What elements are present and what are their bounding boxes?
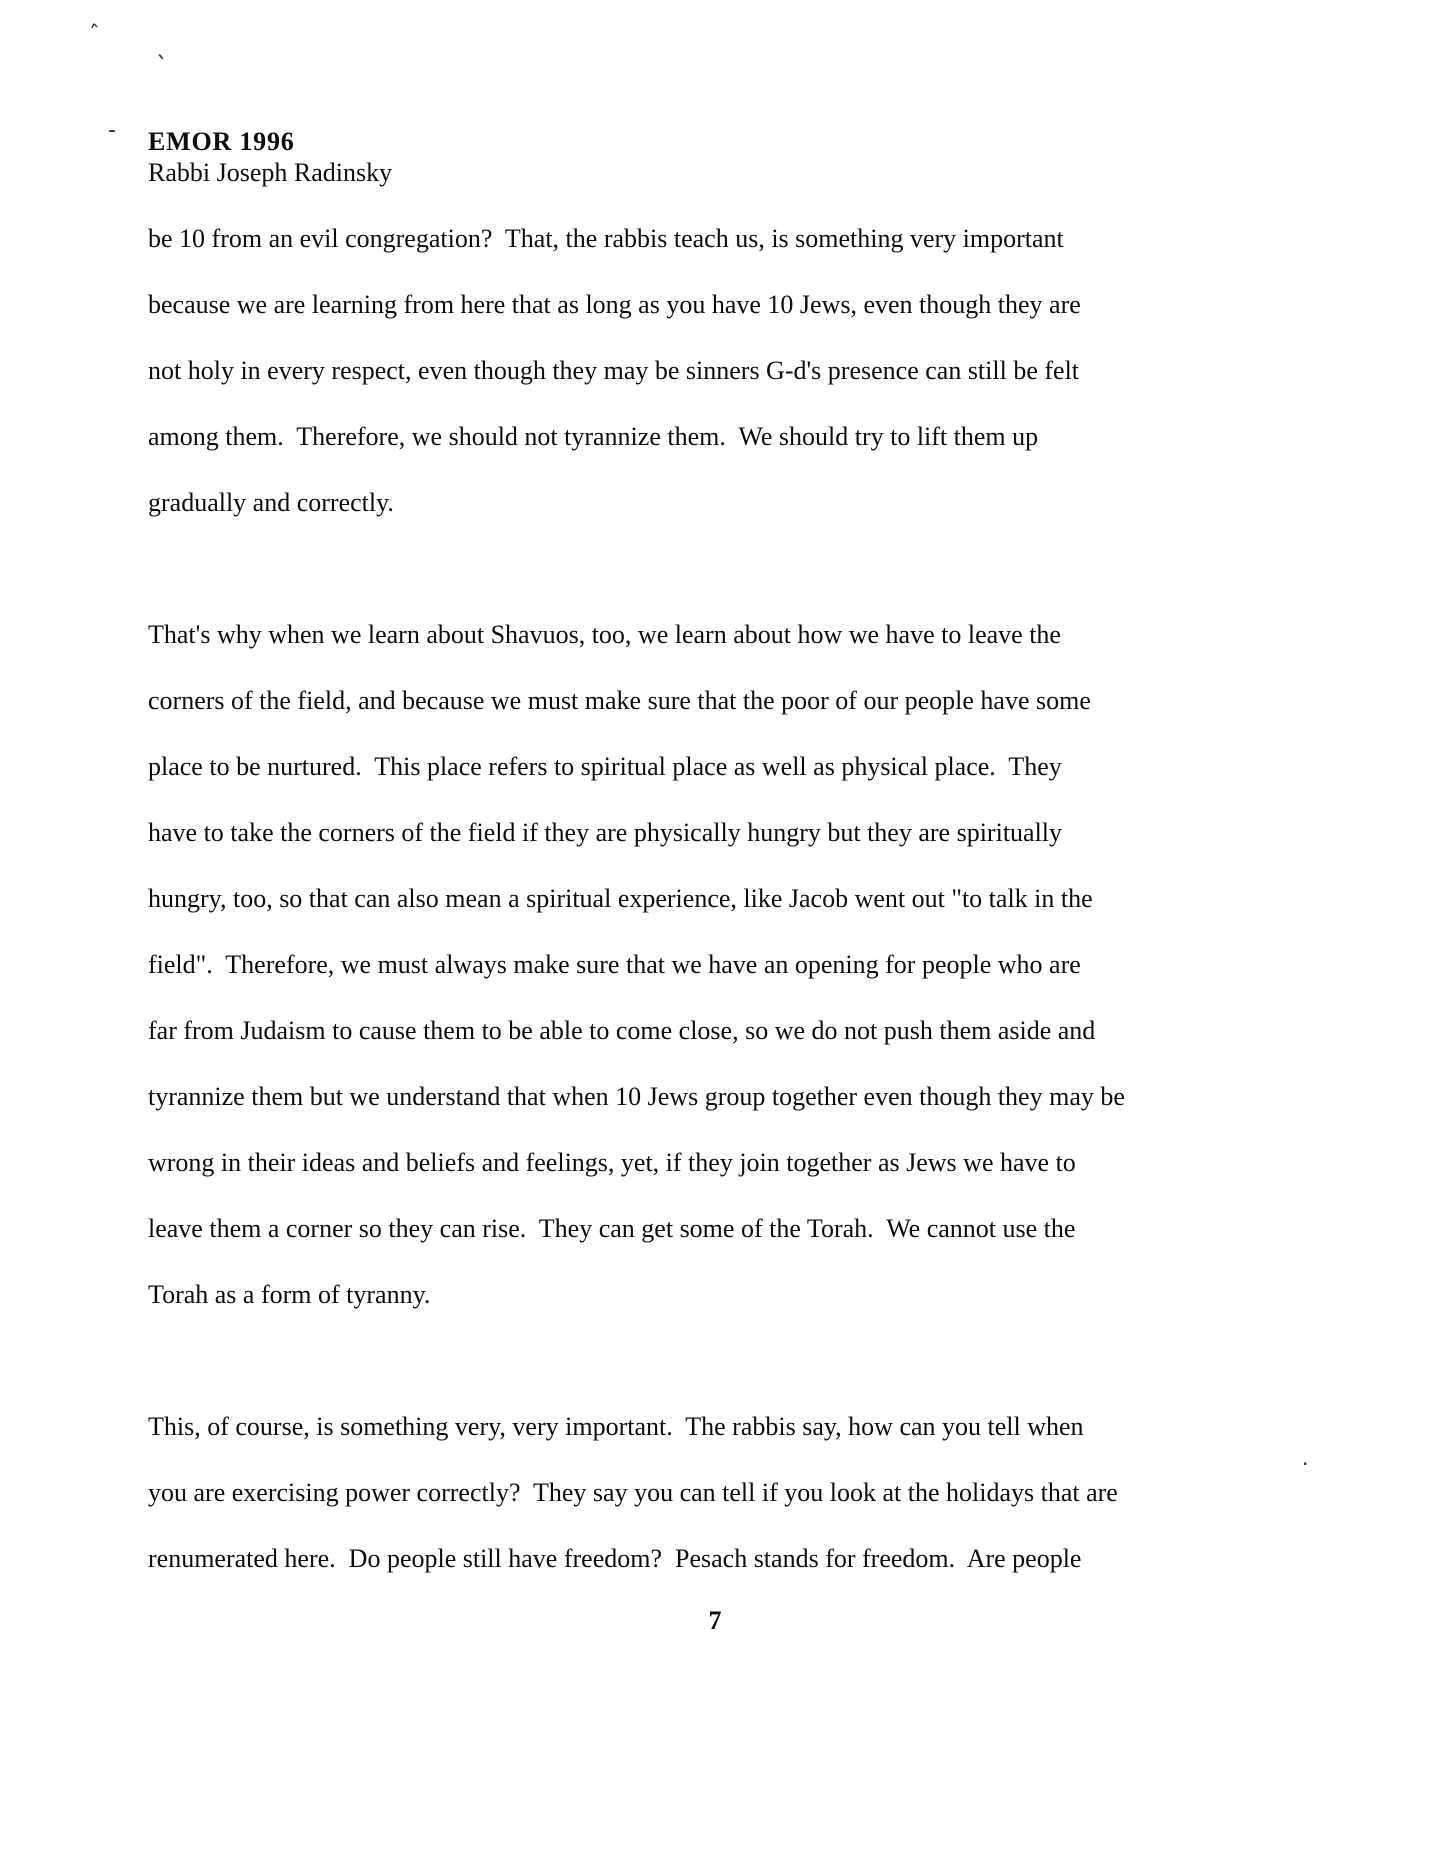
text-line: be 10 from an evil congregation? That, the rabbis teach us, is something very important xyxy=(148,224,1064,253)
text-line: among them. Therefore, we should not tyrannize them. We should try to lift them up xyxy=(148,422,1039,451)
text-line: far from Judaism to cause them to be able to come close, so we do not push them aside and xyxy=(148,1016,1096,1045)
text-line: Torah as a form of tyranny. xyxy=(148,1280,431,1309)
document-title: EMOR 1996 xyxy=(148,127,295,156)
scan-artifact-tick-icon: ˆ xyxy=(88,21,103,48)
text-line: hungry, too, so that can also mean a spiritual experience, like Jacob went out "to talk in the xyxy=(148,884,1093,913)
text-line: have to take the corners of the field if they are physically hungry but they are spiritually xyxy=(148,818,1063,847)
text-line: gradually and correctly. xyxy=(148,488,394,517)
scan-artifact-dash-icon: - xyxy=(108,118,116,143)
text-line: That's why when we learn about Shavuos, too, we learn about how we have to leave the xyxy=(148,620,1061,649)
scan-artifact-backtick-icon: ` xyxy=(156,52,168,80)
paragraph-1 xyxy=(148,206,1193,536)
document-body xyxy=(148,206,1193,1658)
text-line: because we are learning from here that as long as you have 10 Jews, even though they are xyxy=(148,290,1081,319)
scan-artifact-dot-icon: · xyxy=(1302,1452,1309,1476)
text-line: field". Therefore, we must always make sure that we have an opening for people who are xyxy=(148,950,1081,979)
text-line: tyrannize them but we understand that when 10 Jews group together even though they may be xyxy=(148,1082,1125,1111)
paragraph-3 xyxy=(148,1394,1193,1592)
document-author: Rabbi Joseph Radinsky xyxy=(148,158,393,187)
document-header xyxy=(148,126,392,188)
text-line: leave them a corner so they can rise. They can get some of the Torah. We cannot use the xyxy=(148,1214,1076,1243)
text-line: wrong in their ideas and beliefs and feelings, yet, if they join together as Jews we have to xyxy=(148,1148,1076,1177)
text-line: renumerated here. Do people still have freedom? Pesach stands for freedom. Are people xyxy=(148,1544,1082,1573)
text-line: corners of the field, and because we must make sure that the poor of our people have some xyxy=(148,686,1091,715)
text-line: you are exercising power correctly? They say you can tell if you look at the holidays that are xyxy=(148,1478,1118,1507)
text-line: place to be nurtured. This place refers to spiritual place as well as physical place. They xyxy=(148,752,1062,781)
paragraph-2 xyxy=(148,602,1193,1328)
text-line: This, of course, is something very, very important. The rabbis say, how can you tell when xyxy=(148,1412,1084,1441)
text-line: not holy in every respect, even though they may be sinners G-d's presence can still be felt xyxy=(148,356,1080,385)
page-number: 7 xyxy=(708,1606,722,1635)
